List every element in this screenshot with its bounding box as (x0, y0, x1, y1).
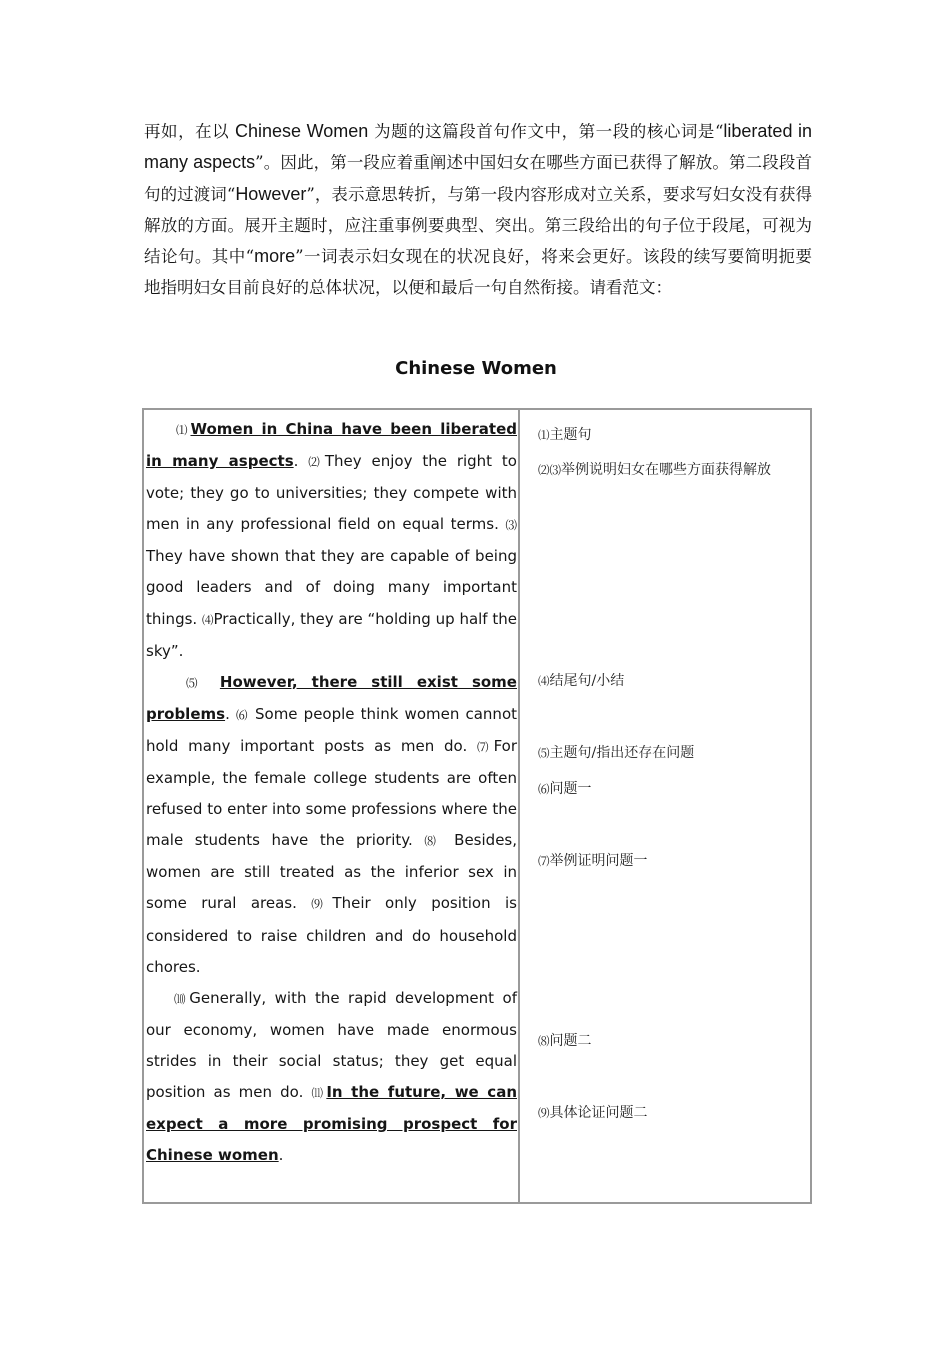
note-1 (538, 420, 828, 451)
intro-text: ”。因此，第一段应着重阐述中国妇女在哪些方面已获得了解放。第二段段首句的过渡词“ (144, 153, 812, 204)
intro-text: 为题的这篇段首句作文中，第一段的核心词是“ (368, 122, 724, 141)
note-number: ⑺ (538, 854, 550, 868)
note-text: 具体论证问题二 (549, 1105, 648, 1121)
sentence-number: ⑵ (308, 455, 325, 470)
note-text: 举例说明妇女在哪些方面获得解放 (561, 462, 771, 478)
note-number: ⑻ (538, 1034, 550, 1048)
essay-title: Chinese Women (395, 358, 557, 379)
note-text: 主题句/指出还存在问题 (549, 745, 695, 761)
intro-term: more (254, 246, 296, 267)
intro-term: Chinese Women (235, 121, 369, 141)
note-number: ⑸ (538, 746, 550, 760)
key-sentence: Women in China have been liberated in many aspects (146, 420, 518, 471)
essay-table (142, 408, 812, 1204)
note-number: ⑷ (538, 674, 550, 688)
essay-text: Practically, they are “holding up half the sky”. (146, 609, 517, 660)
key-sentence: In the future, we can expect a more promising prospect for Chinese women (146, 1082, 517, 1165)
note-6 (538, 846, 828, 877)
sentence-number: ⑺ (477, 739, 494, 754)
essay-text: . (278, 1146, 284, 1165)
sentence-number: ⑻ (424, 834, 443, 849)
note-7 (538, 1026, 828, 1057)
note-text: 结尾句/小结 (549, 673, 625, 689)
note-3 (538, 666, 828, 697)
sentence-number: ⑴ (176, 423, 191, 437)
essay-text: . (293, 452, 309, 471)
intro-term: liberated in many aspects (144, 121, 813, 173)
essay-text: Generally, with the rapid development of our economy, women have made enormous strides in their social status; they get equal position as men do. (146, 988, 517, 1101)
intro-text: ”一词表示妇女现在的状况良好，将来会更好。该段的续写要简明扼要地指明妇女目前良好的总体状况，以便和最后一句自然衔接。请看范文： (144, 247, 813, 298)
note-number: ⑴ (538, 428, 550, 442)
essay-text: Some people think women cannot hold many important posts as men do. (146, 704, 518, 755)
essay-text: Besides, women are still treated as the inferior sex in some rural areas. (146, 831, 517, 913)
intro-paragraph (144, 116, 812, 304)
note-5 (538, 774, 828, 805)
essay-paragraph-1 (146, 414, 517, 667)
sentence-number: ⑸ (186, 675, 207, 690)
essay-text: They have shown that they are capable of being good leaders and of doing many important things. (146, 547, 517, 628)
essay-text: For example, the female college students are often refused to enter into some professions where the male students have the priority. (146, 736, 517, 850)
note-2 (524, 455, 812, 486)
note-text: 问题二 (549, 1033, 592, 1049)
note-number: ⑹ (538, 782, 550, 796)
column-divider (518, 410, 520, 1202)
sentence-number: ⑹ (235, 707, 249, 722)
sentence-number: ⑾ (311, 1085, 327, 1100)
key-sentence: However, there still exist some problems (146, 672, 517, 723)
intro-text: ”，表示意思转折，与第一段内容形成对立关系，要求写妇女没有获得解放的方面。展开主题时，应注重事例要典型、突出。第三段给出的句子位于段尾，可视为结论句。其中“ (144, 184, 813, 267)
note-text: 举例证明问题一 (549, 853, 648, 869)
intro-text: 再如，在以 (144, 122, 236, 141)
note-8 (538, 1098, 828, 1129)
essay-text: . (225, 704, 236, 723)
sentence-number: ⑽ (174, 991, 190, 1006)
essay-column (146, 414, 517, 1171)
essay-text: They enjoy the right to vote; they go to universities; they compete with men in any professional field on equal terms. (146, 452, 517, 534)
sentence-number: ⑷ (201, 612, 214, 627)
sentence-number: ⑼ (311, 897, 333, 912)
note-text: 问题一 (549, 781, 592, 797)
note-text: 主题句 (549, 427, 592, 443)
essay-paragraph-3 (146, 983, 517, 1172)
note-number: ⑼ (538, 1106, 550, 1120)
note-4 (538, 738, 828, 769)
sentence-number: ⑶ (505, 518, 517, 533)
essay-text: Their only position is considered to raise children and do household chores. (146, 894, 517, 976)
intro-term: However (235, 183, 307, 204)
essay-paragraph-2 (146, 667, 517, 983)
note-number: ⑵⑶ (538, 463, 561, 477)
